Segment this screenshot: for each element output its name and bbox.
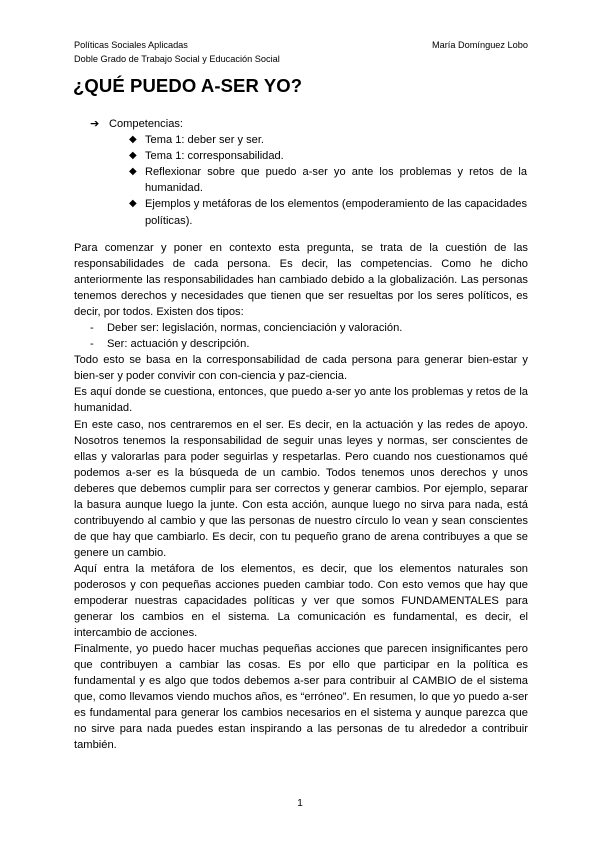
paragraph-ser: En este caso, nos centraremos en el ser. Es decir, en la actuación y las redes de apoyo. Nosotros tenemos la responsabilidad de seguir unas leyes y normas, ser conscientes de ellas y valorarlas para poder seguirlas y respetarlas. Pero cuando nos cuestionamos qué podemos a-ser es la búsqueda de un cambio. Todos tenemos unos derechos y unos deberes que debemos cumplir para ser correctos y generar cambios. Por ejemplo, separar la basura aunque luego la junte. Con esta acción, aunque luego no sirva para nada, está contribuyendo al cambio y que las personas de nuestro círculo lo vean y sean conscientes de que hay que cambiarlo. Es decir, con tu pequeño grano de arena contribuyes a que se genere un cambio. [74, 418, 528, 559]
author-name: María Domínguez Lobo [431, 40, 528, 50]
header-left [74, 38, 280, 66]
body-text [74, 240, 528, 754]
list-item [129, 164, 527, 196]
competency-text: Tema 1: corresponsabilidad. [145, 150, 284, 163]
page-title: ¿QUÉ PUEDO A-SER YO? [73, 75, 303, 96]
course-name: Políticas Sociales Aplicadas [74, 40, 188, 50]
competencies-list [129, 132, 527, 229]
competencies-label: Competencias: [109, 118, 183, 130]
right-arrow-icon: ➔ [90, 118, 100, 130]
black-diamond-icon: ◆ [129, 134, 137, 146]
list-item [129, 132, 527, 148]
competencies-section [90, 116, 530, 229]
list-item [129, 196, 527, 228]
black-diamond-icon: ◆ [129, 198, 137, 210]
competency-text: Tema 1: deber ser y ser. [145, 134, 265, 147]
paragraph-intro: Para comenzar y poner en contexto esta pregunta, se trata de la cuestión de las responsabilidades de cada persona. Es decir, las competencias. Como he dicho anteriormente las responsabilidades han cambiado debido a la globalización. Las personas tenemos derechos y necesidades que tienen que ser resueltas por los seres políticos, es decir, por todos. Existen dos tipos: [74, 242, 528, 319]
type-text: Deber ser: legislación, normas, concienciación y valoración. [107, 322, 403, 335]
list-item [129, 148, 527, 164]
paragraph-corresponsabilidad: Todo esto se basa en la corresponsabilidad de cada persona para generar bien-estar y bien-ser y poder convivir con con-ciencia y paz-ciencia. [74, 354, 528, 383]
paragraph-conclusion: Finalmente, yo puedo hacer muchas pequeñas acciones que parecen insignificantes pero que contribuyen a cambiar las cosas. Es por ello que participar en la política es fundamental y es algo que todos debemos a-ser para contribuir al CAMBIO de el sistema que, como llevamos viendo muchos años, es “erróneo”. En resumen, lo que yo puedo a-ser es fundamental para generar los cambios necesarios en el sistema y aunque parezca que no sirve para nada puedes estan inspirando a las personas de tu alrededor a contribuir también. [74, 643, 528, 752]
type-text: Ser: actuación y descripción. [107, 338, 250, 351]
types-list [74, 320, 528, 352]
dash-bullet: - [90, 338, 94, 351]
competency-text: Ejemplos y metáforas de los elementos (empoderamiento de las capacidades políticas). [145, 198, 527, 227]
competency-text: Reflexionar sobre que puedo a-ser yo ante los problemas y retos de la humanidad. [145, 166, 527, 195]
black-diamond-icon: ◆ [129, 166, 137, 178]
paragraph-elementos: Aquí entra la metáfora de los elementos, es decir, que los elementos naturales son poderosos y con pequeñas acciones pueden cambiar todo. Con esto vemos que hay que empoderar nuestras capacidades políticas y ver que somos FUNDAMENTALES para generar los cambios en el sistema. La comunicación es fundamental, es decir, el intercambio de acciones. [74, 562, 528, 640]
list-item [74, 336, 528, 352]
paragraph-question: Es aquí donde se cuestiona, entonces, que puedo a-ser yo ante los problemas y retos de la humanidad. [74, 386, 528, 415]
page-number: 1 [297, 798, 303, 809]
list-item [74, 320, 528, 336]
dash-bullet: - [90, 322, 94, 335]
black-diamond-icon: ◆ [129, 150, 137, 162]
degree-name: Doble Grado de Trabajo Social y Educación Social [74, 54, 280, 64]
